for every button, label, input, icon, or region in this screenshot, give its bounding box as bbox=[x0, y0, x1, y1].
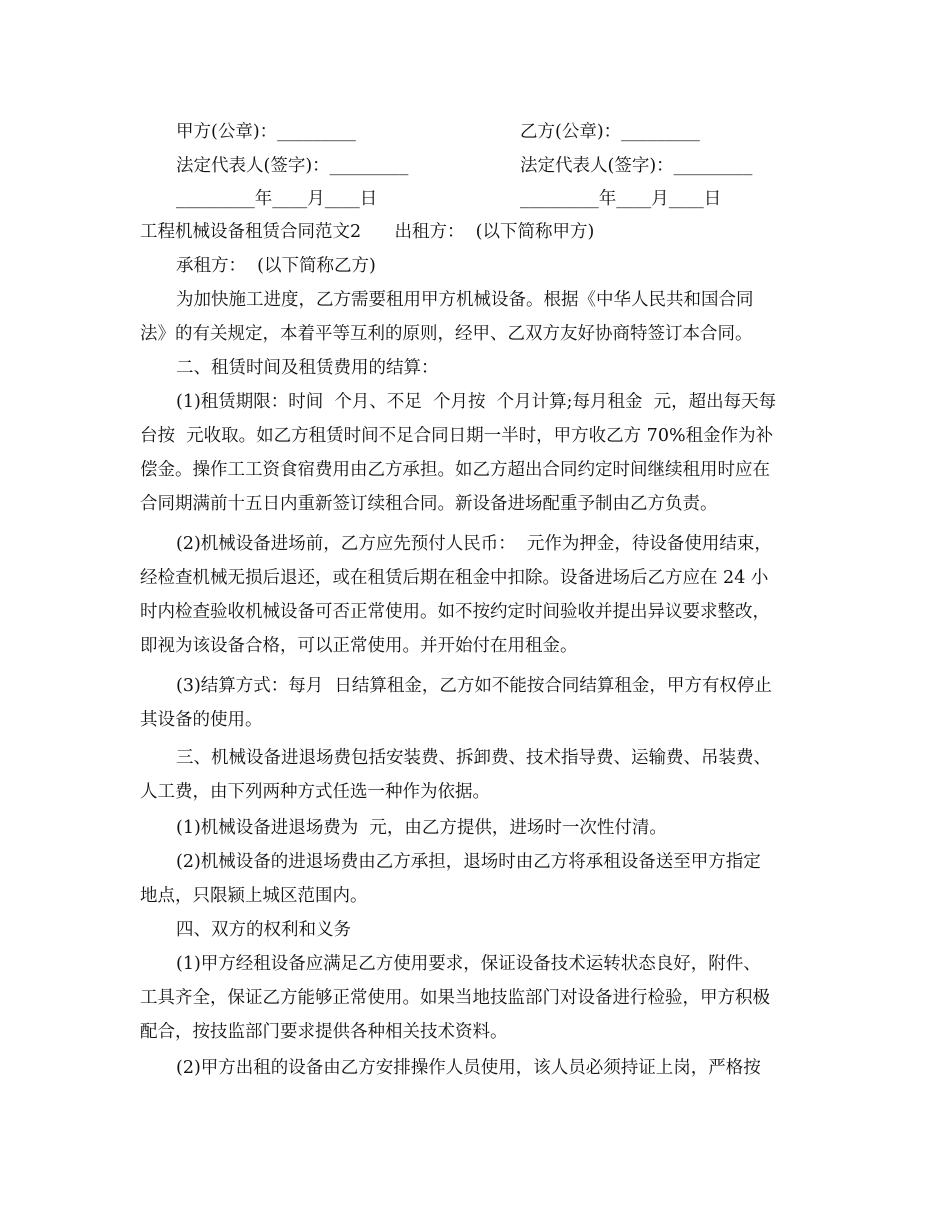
text-line: 配合，按技监部门要求提供各种相关技术资料。 bbox=[140, 1022, 508, 1042]
text-line: 人工费，由下列两种方式任选一种作为依据。 bbox=[140, 782, 490, 802]
party-b-seal: 乙方(公章)：_________ bbox=[520, 122, 700, 142]
text-line: (2)机械设备进场前，乙方应先预付人民币： 元作为押金，待设备使用结束， bbox=[176, 534, 772, 554]
text-line: (2)机械设备的进退场费由乙方承担，退场时由乙方将承租设备送至甲方指定 bbox=[176, 852, 761, 872]
party-a-representative: 法定代表人(签字)：_________ bbox=[176, 156, 409, 176]
text-line: 其设备的使用。 bbox=[140, 710, 263, 730]
text-line: 即视为该设备合格，可以正常使用。并开始付在用租金。 bbox=[140, 636, 578, 656]
text-line: 为加快施工进度，乙方需要租用甲方机械设备。根据《中华人民共和国合同 bbox=[176, 290, 754, 310]
text-line: 合同期满前十五日内重新签订续租合同。新设备进场配重予制由乙方负责。 bbox=[140, 494, 718, 514]
contract-title-line: 工程机械设备租赁合同范文2 出租方： (以下简称甲方) bbox=[140, 222, 595, 242]
text-line: (1)甲方经租设备应满足乙方使用要求，保证设备技术运转状态良好，附件、 bbox=[176, 954, 761, 974]
text-line: (3)结算方式：每月 日结算租金，乙方如不能按合同结算租金，甲方有权停止 bbox=[176, 676, 772, 696]
section-heading: 三、机械设备进退场费包括安装费、拆卸费、技术指导费、运输费、吊装费、 bbox=[176, 748, 771, 768]
party-b-date: _________年____月____日 bbox=[520, 189, 722, 209]
text-line: (1)租赁期限：时间 个月、不足 个月按 个月计算;每月租金 元，超出每天每 bbox=[176, 392, 777, 412]
section-heading: 二、租赁时间及租赁费用的结算： bbox=[176, 358, 439, 378]
party-a-date: _________年____月____日 bbox=[176, 189, 378, 209]
text-line: 时内检查验收机械设备可否正常使用。如不按约定时间验收并提出异议要求整改， bbox=[140, 602, 770, 622]
text-line: 台按 元收取。如乙方租赁时间不足合同日期一半时，甲方收乙方 70%租金作为补 bbox=[140, 426, 774, 446]
party-a-seal: 甲方(公章)：_________ bbox=[176, 122, 356, 142]
text-line: 偿金。操作工工资食宿费用由乙方承担。如乙方超出合同约定时间继续租用时应在 bbox=[140, 460, 770, 480]
section-heading: 四、双方的权利和义务 bbox=[176, 920, 351, 940]
text-line: (2)甲方出租的设备由乙方安排操作人员使用，该人员必须持证上岗，严格按 bbox=[176, 1058, 761, 1078]
text-line: 法》的有关规定，本着平等互利的原则，经甲、乙双方友好协商特签订本合同。 bbox=[140, 324, 753, 344]
party-b-representative: 法定代表人(签字)：_________ bbox=[520, 156, 753, 176]
text-line: (1)机械设备进退场费为 元，由乙方提供，进场时一次性付清。 bbox=[176, 818, 667, 838]
text-line: 经检查机械无损后退还，或在租赁后期在租金中扣除。设备进场后乙方应在 24 小 bbox=[140, 568, 769, 588]
lessee-line: 承租方： (以下简称乙方) bbox=[176, 256, 376, 276]
text-line: 工具齐全，保证乙方能够正常使用。如果当地技监部门对设备进行检验，甲方积极 bbox=[140, 988, 770, 1008]
text-line: 地点，只限颍上城区范围内。 bbox=[140, 886, 368, 906]
